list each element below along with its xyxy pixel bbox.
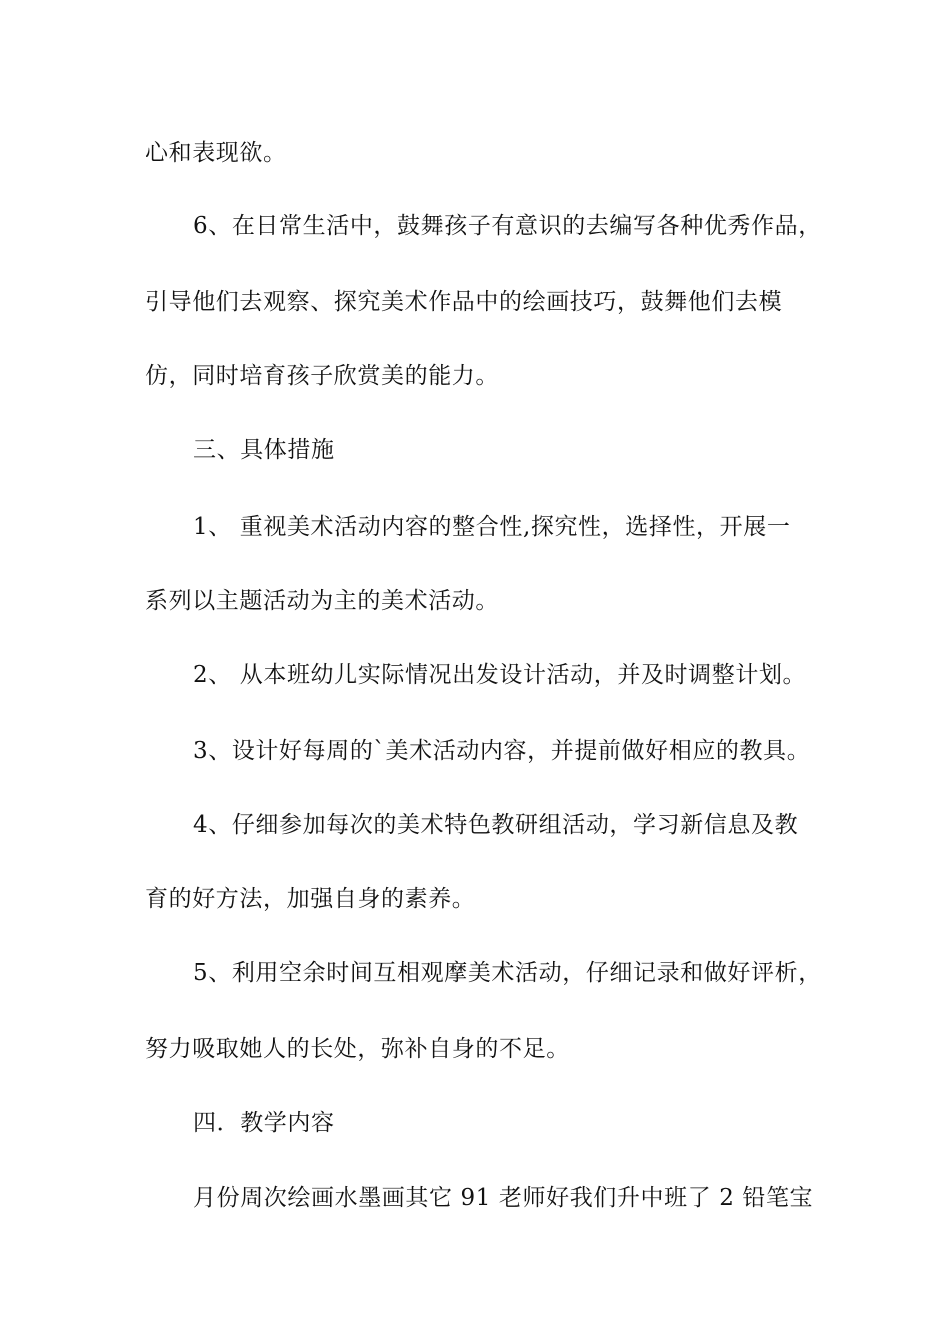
section-heading: 四．教学内容 bbox=[193, 1110, 335, 1136]
paragraph-line: 1、 重视美术活动内容的整合性,探究性，选择性，开展一 bbox=[193, 514, 791, 540]
paragraph-line: 月份周次绘画水墨画其它 91 老师好我们升中班了 2 铅笔宝 bbox=[193, 1185, 814, 1211]
paragraph-line: 4、仔细参加每次的美术特色教研组活动，学习新信息及教 bbox=[193, 812, 799, 838]
section-heading: 三、具体措施 bbox=[193, 437, 335, 463]
paragraph-line: 2、 从本班幼儿实际情况出发设计活动，并及时调整计划。 bbox=[193, 662, 807, 688]
paragraph-line: 引导他们去观察、探究美术作品中的绘画技巧，鼓舞他们去模 bbox=[145, 289, 783, 315]
paragraph-line: 3、设计好每周的`美术活动内容，并提前做好相应的教具。 bbox=[193, 738, 811, 764]
paragraph-line: 5、利用空余时间互相观摩美术活动，仔细记录和做好评析， bbox=[193, 960, 822, 986]
paragraph-line: 仿，同时培育孩子欣赏美的能力。 bbox=[145, 363, 499, 389]
paragraph-line: 6、在日常生活中，鼓舞孩子有意识的去编写各种优秀作品， bbox=[193, 213, 822, 239]
paragraph-line: 系列以主题活动为主的美术活动。 bbox=[145, 588, 499, 614]
paragraph-line: 努力吸取她人的长处，弥补自身的不足。 bbox=[145, 1036, 570, 1062]
paragraph-line: 心和表现欲。 bbox=[145, 140, 287, 166]
paragraph-line: 育的好方法，加强自身的素养。 bbox=[145, 886, 476, 912]
